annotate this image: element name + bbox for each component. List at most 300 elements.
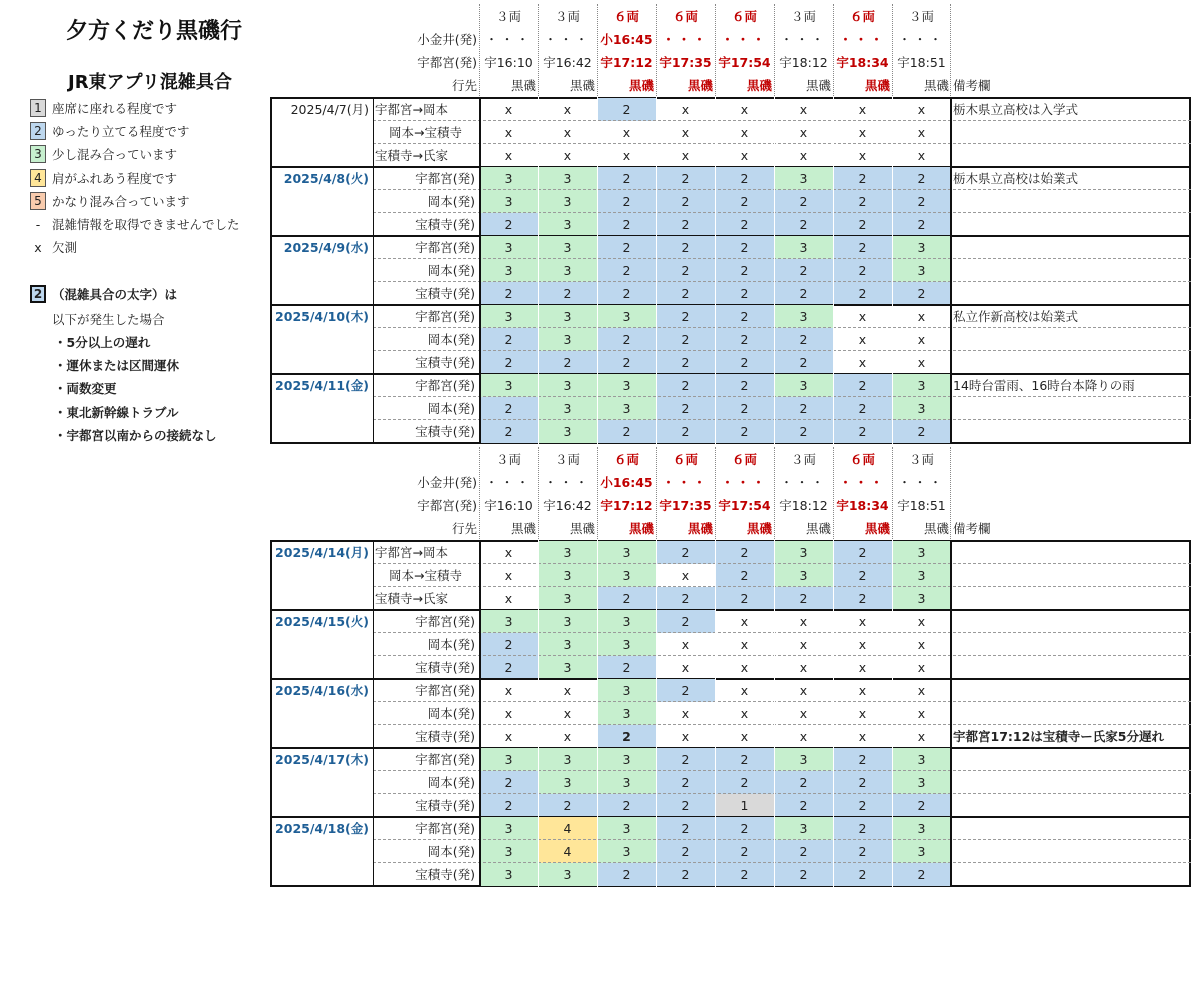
table-row: [0, 305, 1200, 328]
legend-key: x: [34, 239, 42, 255]
congestion-cell: 2: [833, 541, 892, 564]
column-divider: [479, 97, 481, 444]
congestion-cell: 2: [597, 328, 656, 351]
train-header-cell: 黒磯: [805, 521, 831, 536]
congestion-cell: 2: [833, 236, 892, 259]
congestion-cell: 3: [479, 840, 538, 863]
congestion-cell: 2: [774, 328, 833, 351]
congestion-cell: 2: [774, 420, 833, 443]
congestion-cell: x: [858, 148, 867, 163]
header-row-label: 小金井(発): [417, 32, 477, 47]
train-header-cell: 黒磯: [628, 521, 654, 536]
congestion-cell: 2: [892, 863, 951, 886]
station-label: 宇都宮(発): [415, 683, 475, 698]
congestion-cell: 2: [479, 656, 538, 679]
congestion-cell: x: [917, 729, 926, 744]
remark-cell: [951, 144, 1191, 167]
header-separator: [479, 447, 480, 541]
congestion-cell: x: [917, 683, 926, 698]
congestion-cell: 2: [656, 236, 715, 259]
congestion-cell: x: [740, 148, 749, 163]
congestion-cell: 2: [715, 748, 774, 771]
header-separator: [892, 4, 893, 98]
congestion-cell: 2: [656, 610, 715, 633]
legend-text: ゆったり立てる程度です: [52, 124, 190, 139]
congestion-cell: 2: [715, 374, 774, 397]
table-row: [0, 397, 1200, 420]
station-label: 宝積寺(発): [415, 660, 475, 675]
legend-swatch: 4: [30, 169, 46, 187]
remark-cell: 栃木県立高校は始業式: [953, 171, 1079, 186]
remarks-header: 備考欄: [953, 78, 991, 93]
congestion-cell: 2: [833, 794, 892, 817]
congestion-cell: 2: [833, 190, 892, 213]
congestion-cell: x: [681, 706, 690, 721]
congestion-cell: 2: [833, 587, 892, 610]
congestion-cell: x: [740, 729, 749, 744]
station-label: 岡本→宝積寺: [389, 568, 462, 583]
train-header-cell: ・・・: [544, 32, 591, 47]
congestion-cell: 2: [833, 863, 892, 886]
congestion-cell: 2: [833, 259, 892, 282]
congestion-cell: 2: [656, 213, 715, 236]
train-header-cell: 宇17:35: [659, 55, 712, 70]
congestion-cell: 2: [656, 541, 715, 564]
congestion-cell: 2: [892, 282, 951, 305]
header-row: [0, 448, 1200, 471]
legend-text: 少し混み合っています: [52, 147, 178, 162]
remark-cell: [951, 328, 1191, 351]
date-label: 2025/4/7(月): [290, 102, 369, 117]
station-label: 宝積寺→氏家: [375, 591, 448, 606]
station-label: 宝積寺(発): [415, 424, 475, 439]
congestion-cell: x: [740, 102, 749, 117]
congestion-cell: x: [681, 125, 690, 140]
congestion-cell: 2: [774, 190, 833, 213]
congestion-cell: 2: [597, 420, 656, 443]
congestion-cell: x: [858, 102, 867, 117]
congestion-cell: x: [740, 706, 749, 721]
congestion-cell: 2: [892, 420, 951, 443]
train-header-cell: 黒磯: [687, 78, 713, 93]
remark-cell: [951, 397, 1191, 420]
column-divider: [538, 97, 539, 444]
congestion-cell: 3: [597, 771, 656, 794]
station-label: 宝積寺(発): [415, 867, 475, 882]
congestion-cell: 2: [774, 771, 833, 794]
train-header-cell: 宇16:42: [543, 55, 592, 70]
congestion-cell: x: [917, 125, 926, 140]
train-header-cell: ６両: [672, 9, 698, 24]
congestion-cell: x: [917, 309, 926, 324]
train-header-cell: 黒磯: [510, 78, 536, 93]
congestion-cell: 2: [892, 190, 951, 213]
congestion-cell: 3: [479, 863, 538, 886]
congestion-cell: 2: [538, 351, 597, 374]
congestion-cell: x: [799, 614, 808, 629]
congestion-cell: 3: [538, 305, 597, 328]
congestion-cell: x: [504, 125, 513, 140]
congestion-cell: 3: [597, 305, 656, 328]
congestion-cell: 2: [479, 633, 538, 656]
congestion-cell: 2: [656, 748, 715, 771]
train-header-cell: 黒磯: [687, 521, 713, 536]
train-header-cell: 黒磯: [864, 521, 890, 536]
train-header-cell: ３両: [790, 452, 816, 467]
train-header-cell: 宇17:12: [600, 498, 653, 513]
table-row: [0, 144, 1200, 167]
bold-note-bullet: ・東北新幹線トラブル: [54, 405, 179, 420]
congestion-cell: 2: [774, 863, 833, 886]
header-separator: [597, 447, 598, 541]
table-row: [0, 213, 1200, 236]
congestion-cell: 1: [715, 794, 774, 817]
congestion-cell: 2: [715, 564, 774, 587]
congestion-cell: x: [799, 706, 808, 721]
congestion-cell: x: [917, 148, 926, 163]
column-divider: [656, 540, 657, 887]
congestion-cell: 3: [479, 236, 538, 259]
date-label: 2025/4/16(水): [275, 683, 369, 698]
date-label: 2025/4/9(水): [283, 240, 369, 255]
train-header-cell: 黒磯: [805, 78, 831, 93]
station-label: 岡本(発): [427, 194, 475, 209]
congestion-cell: x: [504, 591, 513, 606]
train-header-cell: 黒磯: [923, 78, 949, 93]
remark-cell: [951, 679, 1191, 702]
congestion-cell: x: [681, 729, 690, 744]
table-row: [0, 564, 1200, 587]
congestion-cell: 2: [597, 794, 656, 817]
remark-cell: [951, 771, 1191, 794]
station-label: 岡本(発): [427, 401, 475, 416]
congestion-cell: 2: [833, 771, 892, 794]
congestion-cell: 2: [833, 420, 892, 443]
train-header-cell: 黒磯: [569, 78, 595, 93]
table-row: [0, 794, 1200, 817]
congestion-cell: 2: [597, 863, 656, 886]
congestion-cell: x: [504, 148, 513, 163]
station-label: 岡本(発): [427, 263, 475, 278]
station-label: 宝積寺(発): [415, 286, 475, 301]
congestion-cell: 2: [774, 259, 833, 282]
train-header-cell: ６両: [731, 9, 757, 24]
congestion-cell: 3: [538, 587, 597, 610]
congestion-cell: 2: [833, 167, 892, 190]
congestion-cell: 3: [538, 610, 597, 633]
legend-key: -: [35, 216, 41, 232]
congestion-cell: 3: [774, 564, 833, 587]
congestion-cell: x: [799, 729, 808, 744]
remark-cell: 宇都宮17:12は宝積寺ー氏家5分遅れ: [953, 729, 1164, 744]
train-header-cell: ・・・: [839, 475, 886, 490]
train-header-cell: ３両: [554, 452, 580, 467]
table-row: [0, 725, 1200, 748]
congestion-cell: 2: [656, 374, 715, 397]
congestion-cell: x: [563, 102, 572, 117]
congestion-cell: x: [563, 148, 572, 163]
train-header-cell: ・・・: [721, 475, 768, 490]
congestion-cell: 2: [597, 587, 656, 610]
congestion-cell: x: [858, 332, 867, 347]
legend-text: 混雑情報を取得できませんでした: [52, 217, 240, 232]
congestion-cell: 2: [715, 771, 774, 794]
congestion-cell: x: [799, 637, 808, 652]
header-row: [0, 517, 1200, 540]
remark-cell: [951, 587, 1191, 610]
congestion-cell: 2: [656, 817, 715, 840]
train-header-cell: 宇17:35: [659, 498, 712, 513]
remark-cell: [951, 121, 1191, 144]
train-header-cell: 宇17:54: [718, 498, 771, 513]
remark-cell: [951, 610, 1191, 633]
table-row: [0, 282, 1200, 305]
congestion-cell: x: [858, 355, 867, 370]
congestion-cell: 2: [715, 840, 774, 863]
congestion-cell: x: [563, 125, 572, 140]
congestion-cell: 2: [656, 167, 715, 190]
congestion-cell: 2: [892, 167, 951, 190]
congestion-cell: 2: [774, 213, 833, 236]
remark-cell: [951, 748, 1191, 771]
congestion-cell: 3: [597, 748, 656, 771]
train-header-cell: ３両: [908, 9, 934, 24]
congestion-cell: 2: [715, 259, 774, 282]
column-divider: [597, 540, 598, 887]
header-separator: [479, 4, 480, 98]
table-row: [0, 633, 1200, 656]
remark-cell: [951, 564, 1191, 587]
header-separator: [950, 447, 951, 541]
congestion-cell: x: [740, 125, 749, 140]
congestion-cell: x: [858, 683, 867, 698]
train-header-cell: 黒磯: [923, 521, 949, 536]
station-label: 宇都宮(発): [415, 752, 475, 767]
column-divider: [833, 540, 834, 887]
congestion-cell: x: [917, 614, 926, 629]
congestion-cell: 2: [538, 794, 597, 817]
column-divider: [715, 97, 716, 444]
column-divider: [892, 97, 893, 444]
congestion-cell: x: [740, 683, 749, 698]
congestion-cell: 2: [656, 587, 715, 610]
header-separator: [892, 447, 893, 541]
congestion-cell: 3: [597, 610, 656, 633]
station-label: 宇都宮(発): [415, 309, 475, 324]
header-row: [0, 471, 1200, 494]
congestion-cell: x: [504, 706, 513, 721]
station-label: 岡本(発): [427, 844, 475, 859]
table-row: [0, 190, 1200, 213]
header-row-label: 宇都宮(発): [417, 55, 477, 70]
congestion-cell: 2: [715, 420, 774, 443]
congestion-cell: 3: [597, 564, 656, 587]
congestion-cell: 3: [538, 374, 597, 397]
congestion-cell: x: [917, 637, 926, 652]
congestion-cell: 3: [597, 541, 656, 564]
table-row: [0, 98, 1200, 121]
header-separator: [656, 4, 657, 98]
table-row: [0, 679, 1200, 702]
legend-text: 欠測: [52, 240, 78, 255]
table-row: [0, 328, 1200, 351]
congestion-cell: x: [858, 309, 867, 324]
congestion-cell: 3: [774, 236, 833, 259]
station-label: 宇都宮(発): [415, 821, 475, 836]
congestion-cell: 2: [656, 794, 715, 817]
header-separator: [774, 447, 775, 541]
congestion-cell: 3: [892, 374, 951, 397]
column-divider: [950, 540, 952, 887]
header-row-label: 行先: [451, 78, 477, 93]
congestion-cell: x: [504, 102, 513, 117]
table-row: [0, 840, 1200, 863]
congestion-cell: 3: [538, 213, 597, 236]
congestion-cell: 2: [833, 564, 892, 587]
congestion-cell: 3: [892, 397, 951, 420]
congestion-cell: x: [858, 729, 867, 744]
congestion-cell: 2: [715, 863, 774, 886]
congestion-cell: 2: [656, 771, 715, 794]
train-header-cell: 黒磯: [864, 78, 890, 93]
train-header-cell: ・・・: [662, 32, 709, 47]
congestion-cell: 2: [656, 397, 715, 420]
congestion-cell: x: [799, 102, 808, 117]
column-divider: [538, 540, 539, 887]
station-label: 宇都宮→岡本: [375, 102, 448, 117]
remark-cell: [951, 420, 1191, 443]
station-label: 宇都宮(発): [415, 614, 475, 629]
column-divider: [715, 540, 716, 887]
table-row: [0, 587, 1200, 610]
congestion-cell: 2: [656, 328, 715, 351]
congestion-cell: x: [917, 706, 926, 721]
congestion-cell: 2: [715, 167, 774, 190]
congestion-cell: 3: [892, 817, 951, 840]
congestion-cell: 3: [892, 236, 951, 259]
legend-text: 肩がふれあう程度です: [52, 171, 178, 186]
page-title: 夕方くだり黒磯行: [66, 19, 243, 44]
legend-text: 座席に座れる程度です: [52, 101, 178, 116]
train-header-cell: 宇18:12: [779, 55, 828, 70]
remark-cell: [951, 259, 1191, 282]
remark-cell: [951, 282, 1191, 305]
bold-note-text: （混雑具合の太字）は: [52, 287, 178, 302]
train-header-cell: 宇17:54: [718, 55, 771, 70]
table-row: [0, 656, 1200, 679]
station-label: 岡本(発): [427, 775, 475, 790]
remark-cell: 栃木県立高校は入学式: [953, 102, 1079, 117]
congestion-cell: x: [799, 125, 808, 140]
remarks-header: 備考欄: [953, 521, 991, 536]
congestion-cell: 3: [774, 817, 833, 840]
congestion-cell: 2: [833, 213, 892, 236]
date-label: 2025/4/8(火): [283, 171, 369, 186]
station-label: 岡本→宝積寺: [389, 125, 462, 140]
train-header-cell: ６両: [849, 452, 875, 467]
congestion-cell: 3: [479, 190, 538, 213]
congestion-cell: 2: [597, 167, 656, 190]
congestion-cell: 3: [892, 587, 951, 610]
congestion-cell: 2: [479, 420, 538, 443]
congestion-cell: x: [563, 683, 572, 698]
congestion-cell: 2: [538, 282, 597, 305]
congestion-cell: 2: [774, 282, 833, 305]
header-separator: [538, 447, 539, 541]
remark-cell: [951, 817, 1191, 840]
congestion-cell: 2: [774, 840, 833, 863]
congestion-cell: 3: [774, 374, 833, 397]
congestion-cell: 2: [656, 259, 715, 282]
congestion-cell: 3: [892, 541, 951, 564]
congestion-cell: x: [917, 332, 926, 347]
train-header-cell: ・・・: [898, 475, 945, 490]
train-header-cell: 黒磯: [746, 78, 772, 93]
header-row: [0, 51, 1200, 74]
congestion-cell: 3: [774, 305, 833, 328]
congestion-cell: 2: [774, 587, 833, 610]
remark-cell: [951, 213, 1191, 236]
bold-note-swatch: 2: [30, 285, 46, 303]
train-header-cell: ・・・: [485, 32, 532, 47]
table-row: [0, 702, 1200, 725]
congestion-cell: x: [681, 637, 690, 652]
congestion-cell: 2: [656, 305, 715, 328]
table-row: [0, 167, 1200, 190]
congestion-cell: 3: [892, 748, 951, 771]
column-divider: [833, 97, 834, 444]
date-label: 2025/4/10(木): [275, 309, 369, 324]
congestion-cell: 3: [538, 328, 597, 351]
header-row: [0, 28, 1200, 51]
remark-cell: [951, 236, 1191, 259]
congestion-cell: 3: [538, 236, 597, 259]
congestion-cell: x: [681, 568, 690, 583]
date-label: 2025/4/17(木): [275, 752, 369, 767]
train-header-cell: 小16:45: [600, 32, 653, 47]
train-header-cell: ６両: [613, 9, 639, 24]
table-row: [0, 863, 1200, 886]
remark-cell: 14時台雷雨、16時台本降りの雨: [953, 378, 1135, 393]
train-header-cell: ・・・: [898, 32, 945, 47]
congestion-cell: x: [740, 637, 749, 652]
legend-swatch: 3: [30, 145, 46, 163]
congestion-cell: 3: [774, 748, 833, 771]
congestion-cell: 2: [656, 840, 715, 863]
table-row: [0, 748, 1200, 771]
remark-cell: [951, 840, 1191, 863]
table-row: [0, 610, 1200, 633]
congestion-cell: x: [858, 125, 867, 140]
congestion-cell: 2: [597, 213, 656, 236]
table-row: [0, 420, 1200, 443]
date-label: 2025/4/14(月): [275, 545, 369, 560]
congestion-cell: 2: [892, 213, 951, 236]
train-header-cell: ３両: [495, 452, 521, 467]
legend-swatch: 5: [30, 192, 46, 210]
train-header-cell: ３両: [908, 452, 934, 467]
congestion-cell: 2: [656, 420, 715, 443]
congestion-cell: 2: [597, 190, 656, 213]
header-separator: [833, 447, 834, 541]
congestion-cell: x: [504, 568, 513, 583]
congestion-cell: 2: [715, 351, 774, 374]
train-header-cell: 宇18:51: [897, 55, 946, 70]
congestion-cell: 2: [479, 282, 538, 305]
congestion-cell: 2: [597, 98, 656, 121]
congestion-cell: 3: [597, 679, 656, 702]
bold-note-bullet: ・宇都宮以南からの接続なし: [54, 428, 217, 443]
